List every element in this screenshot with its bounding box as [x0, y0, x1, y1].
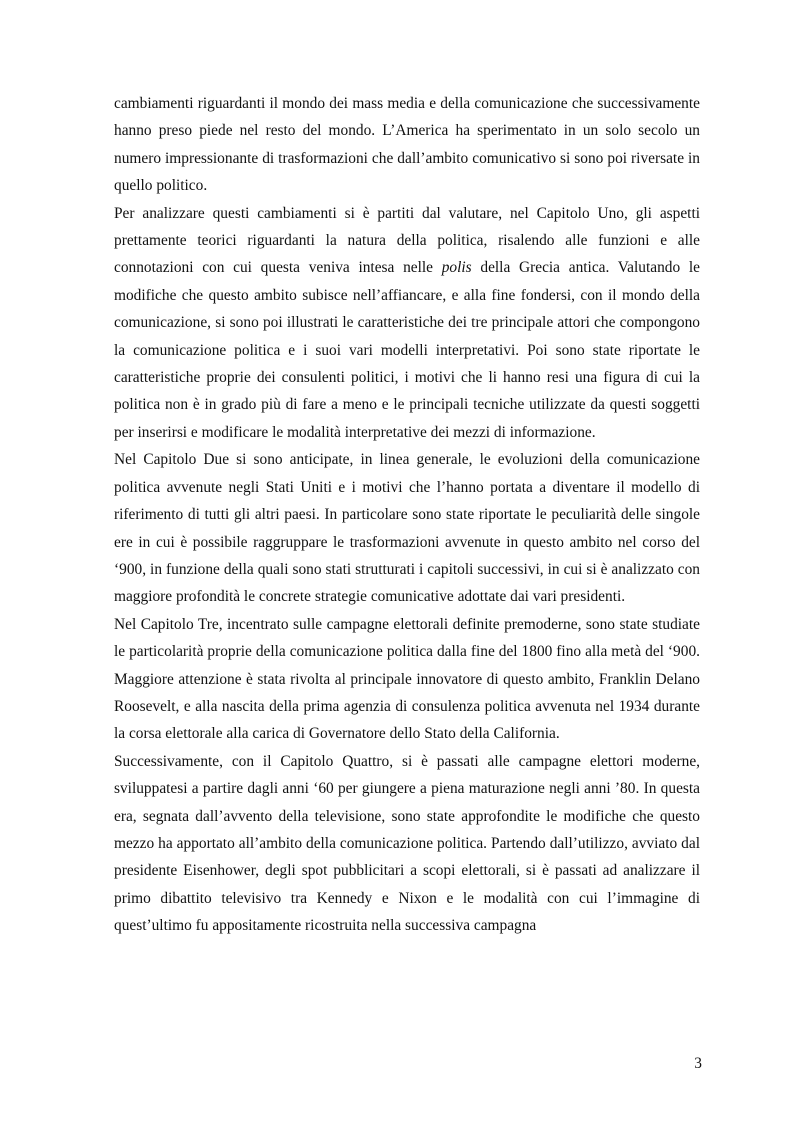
- paragraph-capitolo-uno-before: Per analizzare questi cambiamenti si è partiti dal valutare, nel Capitolo Uno, gli aspetti prettamente teorici riguardanti la natura della politica, risalendo alle funzioni e alle connotazioni con cui questa veniva intesa nelle: [114, 204, 700, 277]
- page-number: 3: [694, 1055, 702, 1072]
- italic-term-polis: polis: [441, 259, 472, 277]
- paragraph-capitolo-tre: Nel Capitolo Tre, incentrato sulle campagne elettorali definite premoderne, sono state studiate le particolarità proprie della comunicazione politica dalla fine del 1800 fino alla metà del ‘900. Maggiore attenzione è stata rivolta al principale innovatore di questo ambito, Franklin Delano Roosevelt, e alla nascita della prima agenzia di consulenza politica avvenuta nel 1934 durante la corsa elettorale alla carica di Governatore dello Stato della California.: [114, 615, 700, 743]
- paragraph-capitolo-uno: [114, 200, 700, 447]
- paragraph-capitolo-quattro: Successivamente, con il Capitolo Quattro, si è passati alle campagne elettori moderne, sviluppatesi a partire dagli anni ‘60 per giungere a piena maturazione negli anni ’80. In questa era, segnata dall’avvento della televisione, sono state approfondite le modifiche che questo mezzo ha apportato all’ambito della comunicazione politica. Partendo dall’utilizzo, avviato dal presidente Eisenhower, degli spot pubblicitari a scopi elettorali, si è passati ad analizzare il primo dibattito televisivo tra Kennedy e Nixon e le modalità con cui l’immagine di quest’ultimo fu appositamente ricostruita nella successiva campagna: [114, 752, 700, 935]
- paragraph-intro-continuation: cambiamenti riguardanti il mondo dei mass media e della comunicazione che successivamente hanno preso piede nel resto del mondo. L’America ha sperimentato in un solo secolo un numero impressionante di trasformazioni che dall’ambito comunicativo si sono poi riversate in quello politico.: [114, 95, 700, 195]
- paragraph-capitolo-due: Nel Capitolo Due si sono anticipate, in linea generale, le evoluzioni della comunicazione politica avvenute negli Stati Uniti e i motivi che l’hanno portata a diventare il modello di riferimento di tutti gli altri paesi. In particolare sono state riportate le peculiarità delle singole ere in cui è possibile raggruppare le trasformazioni avvenute in questo ambito nel corso del ‘900, in funzione della quali sono stati strutturati i capitoli successivi, in cui si è analizzato con maggiore profondità le concrete strategie comunicative adottate dai vari presidenti.: [114, 451, 700, 606]
- paragraph-capitolo-uno-after: della Grecia antica. Valutando le modifiche che questo ambito subisce nell’affiancare, e alla fine fondersi, con il mondo della comunicazione, si sono poi illustrati le caratteristiche dei tre principale attori che compongono la comunicazione politica e i suoi vari modelli interpretativi. Poi sono state riportate le caratteristiche proprie dei consulenti politici, i motivi che li hanno resi una figura di cui la politica non è in grado più di fare a meno e le principali tecniche utilizzate da questi soggetti per inserirsi e modificare le modalità interpretative dei mezzi di informazione.: [114, 259, 700, 441]
- document-body: [114, 90, 700, 940]
